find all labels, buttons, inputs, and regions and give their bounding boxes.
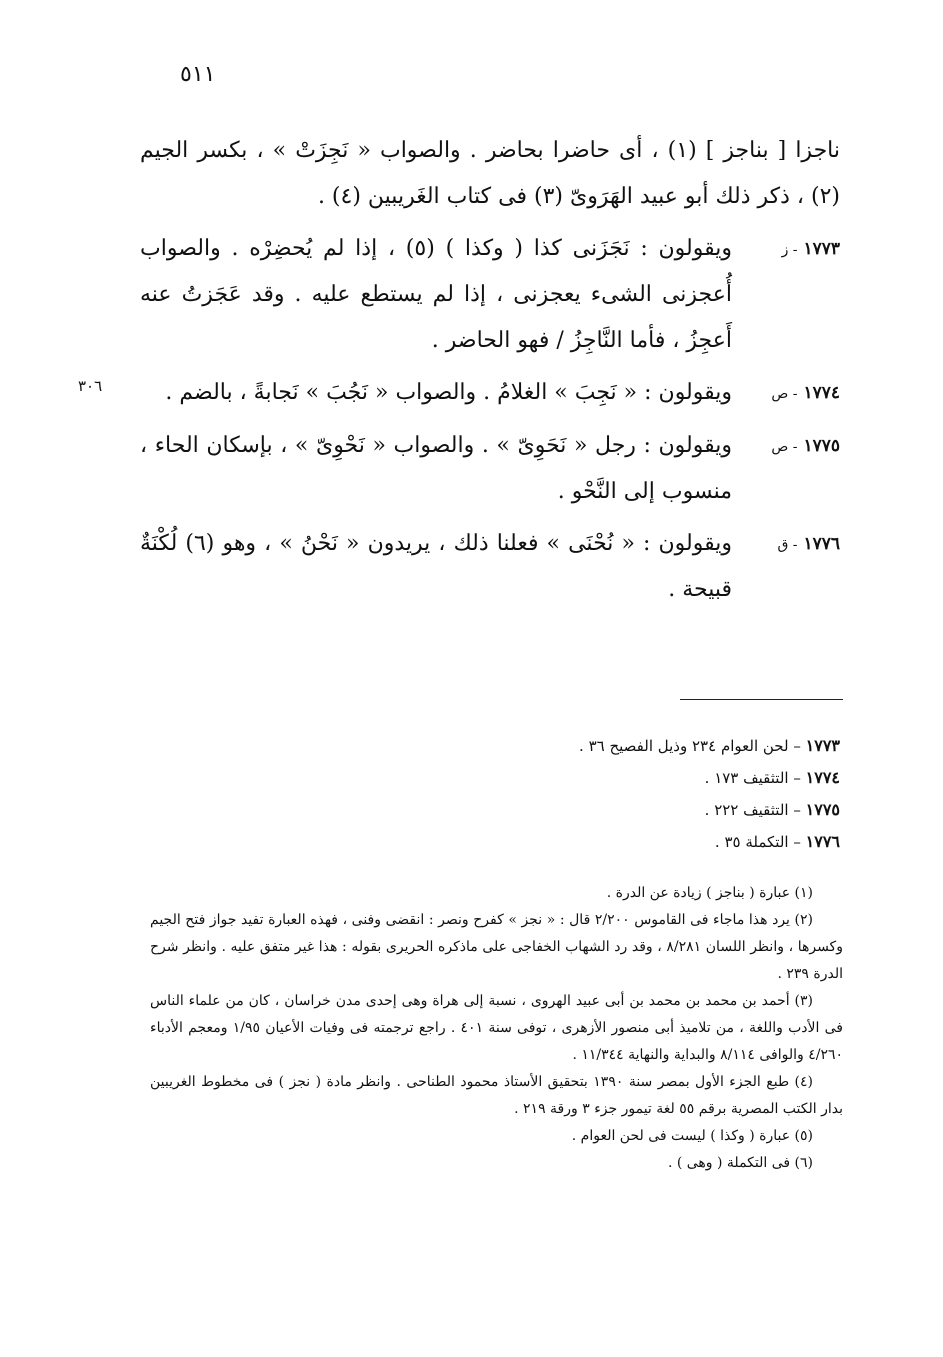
- reference-line: ١٧٧٤ – التثقيف ١٧٣ .: [704, 768, 840, 787]
- opening-paragraph: ناجزا [ بناجز ] (١) ، أى حاضرا بحاضر . والصواب « نَجِزَتْ » ، بكسر الجيم (٢) ، ذكر ذلك أبو عبيد الهَرَوىّ (٣) فى كتاب الغَريبين (٤) .: [140, 138, 840, 209]
- footnote-3: (٣) أحمد بن محمد بن محمد بن أبى عبيد الهروى ، نسبة إلى هراة وهى إحدى مدن خراسان ، كان من علماء الناس فى الأدب واللغة ، من تلاميذ أبى منصور الأزهرى ، توفى سنة ٤٠١ . راجع ترجمته فى وفيات الأعيان ١/٩٥ ومعجم الأدباء ٤/٢٦٠ والوافى ٨/١١٤ والبداية والنهاية ١١/٣٤٤ .: [150, 993, 843, 1063]
- entry-source: ز: [781, 242, 789, 258]
- entry-number: ١٧٧٦: [803, 534, 840, 554]
- reference-number: ١٧٧٥: [805, 800, 840, 819]
- entry-source: ص: [771, 439, 789, 455]
- entry-number: ١٧٧٣: [803, 239, 840, 259]
- main-text: [140, 128, 840, 619]
- entry-label: ١٧٧٤ - ص: [771, 383, 840, 403]
- reference-line: ١٧٧٣ – لحن العوام ٢٣٤ وذيل الفصيح ٣٦ .: [579, 736, 840, 755]
- entry-1774: [140, 370, 840, 417]
- entry-label: ١٧٧٥ - ص: [771, 436, 840, 456]
- reference-text: التثقيف ١٧٣ .: [704, 769, 789, 787]
- reference-text: التثقيف ٢٢٢ .: [704, 801, 789, 819]
- reference-number: ١٧٧٦: [805, 832, 840, 851]
- entry-number: ١٧٧٥: [803, 436, 840, 456]
- reference-number: ١٧٧٣: [805, 736, 840, 755]
- footnotes: [150, 880, 843, 1177]
- entry-text: ويقولون : « نُحْنَى » فعلنا ذلك ، يريدون « نَحْنُ » ، وهو (٦) لُكْنَةٌ قبيحة .: [140, 531, 732, 602]
- footnote-4: (٤) طبع الجزء الأول بمصر سنة ١٣٩٠ بتحقيق الأستاذ محمود الطناحى . وانظر مادة ( نجز ) فى مخطوط الغريبين بدار الكتب المصرية برقم ٥٥ لغة تيمور جزء ٣ ورقة ٢١٩ .: [150, 1074, 843, 1117]
- entry-label: ١٧٧٣ - ز: [781, 239, 840, 259]
- footnote-6: (٦) فى التكملة ( وهى ) .: [667, 1155, 813, 1171]
- margin-page-reference: ٣٠٦: [78, 377, 103, 395]
- entry-text: ويقولون : نَجَزَنى كذا ( وكذا ) (٥) ، إذا لم يُحضِرْه . والصواب أُعجزنى الشىء يعجزنى ، إذا لم يستطع عليه . وقد عَجَزتُ عنه أَعجِزُ ، فأما النَّاجِزُ / فهو الحاضر .: [140, 236, 732, 353]
- reference-number: ١٧٧٤: [805, 768, 840, 787]
- entry-source: ق: [777, 537, 789, 553]
- entry-text: ويقولون : « نَجِبَ » الغلامُ . والصواب « نَجُبَ » نَجابةً ، بالضم .: [165, 380, 732, 405]
- reference-line: ١٧٧٥ – التثقيف ٢٢٢ .: [704, 800, 840, 819]
- reference-text: لحن العوام ٢٣٤ وذيل الفصيح ٣٦ .: [579, 737, 789, 755]
- reference-text: التكملة ٣٥ .: [714, 833, 789, 851]
- entry-text: ويقولون : رجل « نَحَوِىّ » . والصواب « نَحْوِىّ » ، بإسكان الحاء ، منسوب إلى النَّحْو .: [140, 433, 732, 504]
- entry-source: ص: [771, 386, 789, 402]
- references-list: [300, 730, 840, 858]
- entry-1773: [140, 226, 840, 364]
- entry-label: ١٧٧٦ - ق: [777, 534, 840, 554]
- footnote-1: (١) عبارة ( بناجز ) زيادة عن الدرة .: [606, 885, 813, 901]
- footnote-2: (٢) يرد هذا ماجاء فى القاموس ٢/٢٠٠ قال : « نجز » كفرح ونصر : انقضى وفنى ، فهذه العبارة تفيد جواز فتح الجيم وكسرها ، وانظر اللسان ٨/٢٨١ ، وقد رد الشهاب الخفاجى على ماذكره الحريرى بقوله : هذا غير متفق عليه . وانظر شرح الدرة ٢٣٩ .: [150, 912, 843, 982]
- page-number: ٥١١: [180, 62, 216, 87]
- footnote-divider: [680, 699, 843, 700]
- footnote-5: (٥) عبارة ( وكذا ) ليست فى لحن العوام .: [571, 1128, 813, 1144]
- entry-number: ١٧٧٤: [803, 383, 840, 403]
- reference-line: ١٧٧٦ – التكملة ٣٥ .: [714, 832, 840, 851]
- entry-1775: [140, 423, 840, 515]
- entry-1776: [140, 521, 840, 613]
